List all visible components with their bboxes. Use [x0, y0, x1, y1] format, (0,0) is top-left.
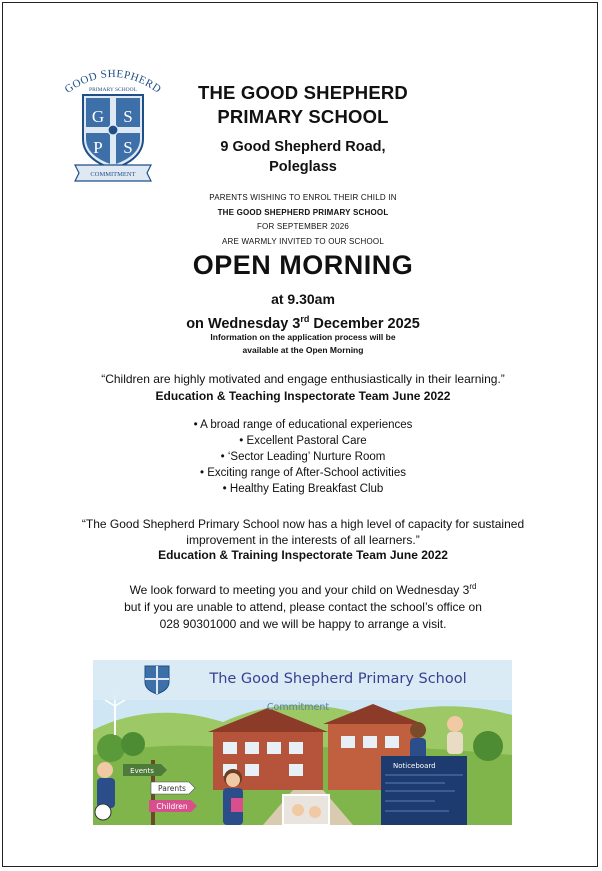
crest-motto: COMMITMENT [90, 171, 136, 178]
invite-line2: THE GOOD SHEPHERD PRIMARY SCHOOL [217, 207, 389, 217]
inspection-quote-2 [63, 517, 543, 564]
banner-crest-icon [145, 666, 169, 694]
closing-line1-sup: rd [469, 582, 477, 591]
banner-title: The Good Shepherd Primary School [209, 671, 467, 687]
child-figure-icon [223, 769, 243, 825]
flyer-page [2, 2, 598, 867]
school-address [153, 137, 453, 177]
tree-icon [121, 732, 145, 756]
tree-icon [97, 734, 125, 762]
banner-motto: Commitment [266, 702, 330, 713]
photo-face [292, 804, 304, 816]
sign-children: Children [156, 802, 188, 811]
crest-letter-g: G [91, 107, 105, 126]
invite-line3: FOR SEPTEMBER 2026 [256, 222, 350, 231]
school-name-line1: THE GOOD SHEPHERD [197, 82, 408, 103]
feature-item: • Excellent Pastoral Care [103, 433, 503, 449]
invite-line1: PARENTS WISHING TO ENROL THEIR CHILD IN [209, 193, 397, 202]
invite-line4: ARE WARMLY INVITED TO OUR SCHOOL [222, 236, 384, 246]
sign-parents: Parents [158, 784, 186, 793]
closing-line1 [73, 578, 533, 599]
child-figure-icon [447, 716, 463, 754]
closing-message [73, 578, 533, 633]
feature-item: • Healthy Eating Breakfast Club [103, 481, 503, 497]
quote1-text: “Children are highly motivated and engage enthusiastically in their learning.” [101, 372, 505, 386]
crest-letter-s: S [123, 107, 133, 126]
feature-item: • ‘Sector Leading’ Nurture Room [103, 449, 503, 465]
school-name-line2: PRIMARY SCHOOL [217, 106, 389, 127]
info-line1: Information on the application process will be [210, 332, 396, 342]
sign-events: Events [130, 767, 154, 775]
info-line2: available at the Open Morning [242, 345, 364, 355]
open-morning-title: OPEN MORNING [192, 250, 414, 280]
inspection-quote-1 [53, 371, 553, 405]
noticeboard-title: Noticeboard [393, 762, 436, 770]
quote1-credit: Education & Teaching Inspectorate Team June 2022 [155, 389, 451, 403]
tree-icon [473, 731, 503, 761]
address-line1: 9 Good Shepherd Road, [220, 139, 386, 155]
photo-frame [283, 795, 329, 825]
address-line2: Poleglass [269, 159, 337, 175]
closing-line2: but if you are unable to attend, please contact the school’s office on [124, 600, 482, 614]
crest-letter-s2: S [123, 138, 133, 157]
feature-item: • A broad range of educational experiences [103, 417, 503, 433]
crest-sub-text: PRIMARY SCHOOL [89, 87, 137, 93]
crest-letter-p: P [93, 138, 103, 157]
enrolment-invite [103, 191, 503, 249]
quote2-credit: Education & Training Inspectorate Team June 2022 [158, 548, 448, 562]
feature-item: • Exciting range of After-School activities [103, 465, 503, 481]
event-time: at 9.30am [271, 291, 335, 307]
event-date-prefix: on Wednesday 3 [186, 315, 301, 332]
application-info [153, 331, 453, 357]
event-date-sup: rd [300, 314, 310, 324]
quote2-line2: improvement in the interests of all learners.” [186, 532, 420, 547]
closing-line3: 028 90301000 and we will be happy to arrange a visit. [159, 617, 447, 631]
school-features-list [103, 417, 503, 497]
photo-face [309, 806, 321, 818]
crest-arc-text: GOOD SHEPHERD [63, 67, 163, 96]
school-name-heading [153, 81, 453, 129]
school-crest-logo [63, 61, 163, 186]
school-banner-illustration [93, 660, 512, 825]
quote2-line1: “The Good Shepherd Primary School now has a high level of capacity for sustained [81, 517, 525, 531]
event-date-suffix: December 2025 [309, 315, 420, 332]
closing-line1-text: We look forward to meeting you and your child on Wednesday 3 [129, 583, 470, 597]
